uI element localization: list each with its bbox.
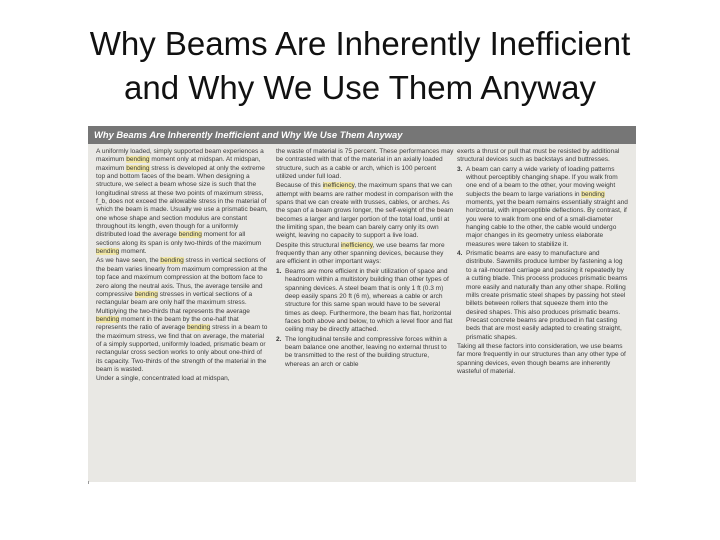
- slide-title-line-2: and Why We Use Them Anyway: [124, 69, 596, 106]
- column-1-paragraph-1: A uniformly loaded, simply supported beam experiences a maximum bending moment only at midspan. At midspan, maximum bending stress is developed at only the extreme top and bottom faces of the beam. When designing a structure, we select a beam whose size is such that the longitudinal stress at these two points of maximum stress, f_b, does not exceed the allowable stress in the material of which the beam is made. Usually we use a prismatic beam, one whose shape and section modulus are constant throughout its length, even though for a uniformly distributed load the average bending moment for all sections along its span is only two-thirds of the maximum bending moment.: [96, 148, 268, 256]
- column-2-paragraph-1: the waste of material is 75 percent. These performances may be contrasted with that of the material in an axially loaded structure, such as a cable or arch, which is 100 percent utilized under full load.: [276, 148, 454, 181]
- highlighted-word: bending: [126, 156, 150, 164]
- list-item: [276, 268, 454, 335]
- excerpt-banner-title: Why Beams Are Inherently Inefficient and Why We Use Them Anyway: [88, 126, 636, 144]
- list-item-number: 3.: [457, 165, 463, 173]
- list-item-number: 2.: [276, 335, 282, 343]
- highlighted-word: bending: [178, 231, 202, 239]
- slide-title: [20, 22, 700, 110]
- text-column-1: [96, 148, 268, 478]
- edge-mark: [88, 481, 89, 484]
- list-item-number: 1.: [276, 267, 282, 275]
- column-2-paragraph-2: Because of this inefficiency, the maximum spans that we can attempt with beams are rather modest in comparison with the spans that we can create with trusses, cables, or arches. As the span of a beam grows longer, the self-weight of the beam becomes a larger and larger portion of the total load, until at the limiting span, the beam can barely carry only its own weight, leaving no capacity to support a live load.: [276, 182, 454, 240]
- list-item: [457, 250, 629, 342]
- textbook-excerpt-image: [88, 126, 636, 482]
- text-column-2: [276, 148, 454, 478]
- list-item: [276, 336, 454, 369]
- highlighted-word: bending: [160, 257, 184, 265]
- list-item-text: The longitudinal tensile and compressive forces within a beam balance one another, leaving no external thrust to be transmitted to the rest of the building structure, whereas an arch or cable: [285, 335, 447, 368]
- highlighted-word: bending: [581, 190, 605, 198]
- highlighted-word: inefficiency: [340, 241, 373, 249]
- column-2-paragraph-3: Despite this structural inefficiency, we use beams far more frequently than any other spanning devices, because they are efficient in other important ways:: [276, 241, 445, 266]
- column-1-paragraph-2: As we have seen, the bending stress in vertical sections of the beam varies linearly from maximum compression at the top face and maximum compression at the bottom face to zero along the neutral axis. Thus, the average tensile and compressive bending stresses in vertical sections of a rectangular beam are only half the maximum stress. Multiplying the two-thirds that represents the average bending moment in the beam by the one-half that represents the ratio of average bending stress in a beam to the maximum stress, we find that on average, the material of a simply supported, uniformly loaded, prismatic beam or rectangular cross section works to only about one-third of its capacity. Two-thirds of the strength of the material in the beam is wasted.: [96, 257, 268, 373]
- slide-title-line-1: Why Beams Are Inherently Inefficient: [89, 25, 631, 62]
- highlighted-word: bending: [96, 248, 120, 256]
- column-3-paragraph-1: exerts a thrust or pull that must be resisted by additional structural devices such as backstays and buttresses.: [457, 148, 620, 164]
- list-item-text: A beam can carry a wide variety of loading patterns without perceptibly changing shape. If you walk from one end of a beam to the other, your moving weight subjects the beam to large variations in bending moments, yet the beam remains essentially straight and horizontal, with imperceptible deflections. By contrast, if you were to walk from one end of a small-diameter hanging cable to the other, the cable would undergo major changes in its geometry unless elaborate measures were taken to stabilize it.: [466, 165, 628, 248]
- highlighted-word: bending: [126, 164, 150, 172]
- highlighted-word: bending: [186, 324, 211, 332]
- list-item: [457, 166, 629, 249]
- column-3-paragraph-2: Taking all these factors into consideration, we use beams far more frequently in our structures than any other type of spanning devices, even though beams are inherently wasteful of material.: [457, 342, 626, 375]
- highlighted-word: inefficiency: [322, 182, 355, 190]
- list-item-text: Beams are more efficient in their utilization of space and headroom within a multistory building than other types of spanning devices. A steel beam that is only 1 ft (0.3 m) deep easily spans 20 ft (6 m), whereas a cable or arch structure for this same span would have to be several times as deep. Furthermore, the beam has flat, horizontal faces both above and below, to which a level floor and flat ceiling may be directly attached.: [285, 267, 453, 334]
- column-1-paragraph-3: Under a single, concentrated load at midspan,: [96, 375, 230, 383]
- highlighted-word: bending: [134, 290, 158, 298]
- list-item-text: Prismatic beams are easy to manufacture and distribute. Sawmills produce lumber by fastening a log to a rail-mounted carriage and passing it repeatedly by a cutting blade. This process produces prismatic beams more easily and naturally than any other shape. Rolling mills create prismatic steel shapes by passing hot steel billets between rollers that squeeze them into the desired shapes. This also produces prismatic beams. Precast concrete beams are produced in flat casting beds that are most easily adapted to creating straight, prismatic shapes.: [466, 250, 628, 341]
- text-column-3: [457, 148, 629, 478]
- list-item-number: 4.: [457, 250, 463, 258]
- highlighted-word: bending: [96, 315, 120, 323]
